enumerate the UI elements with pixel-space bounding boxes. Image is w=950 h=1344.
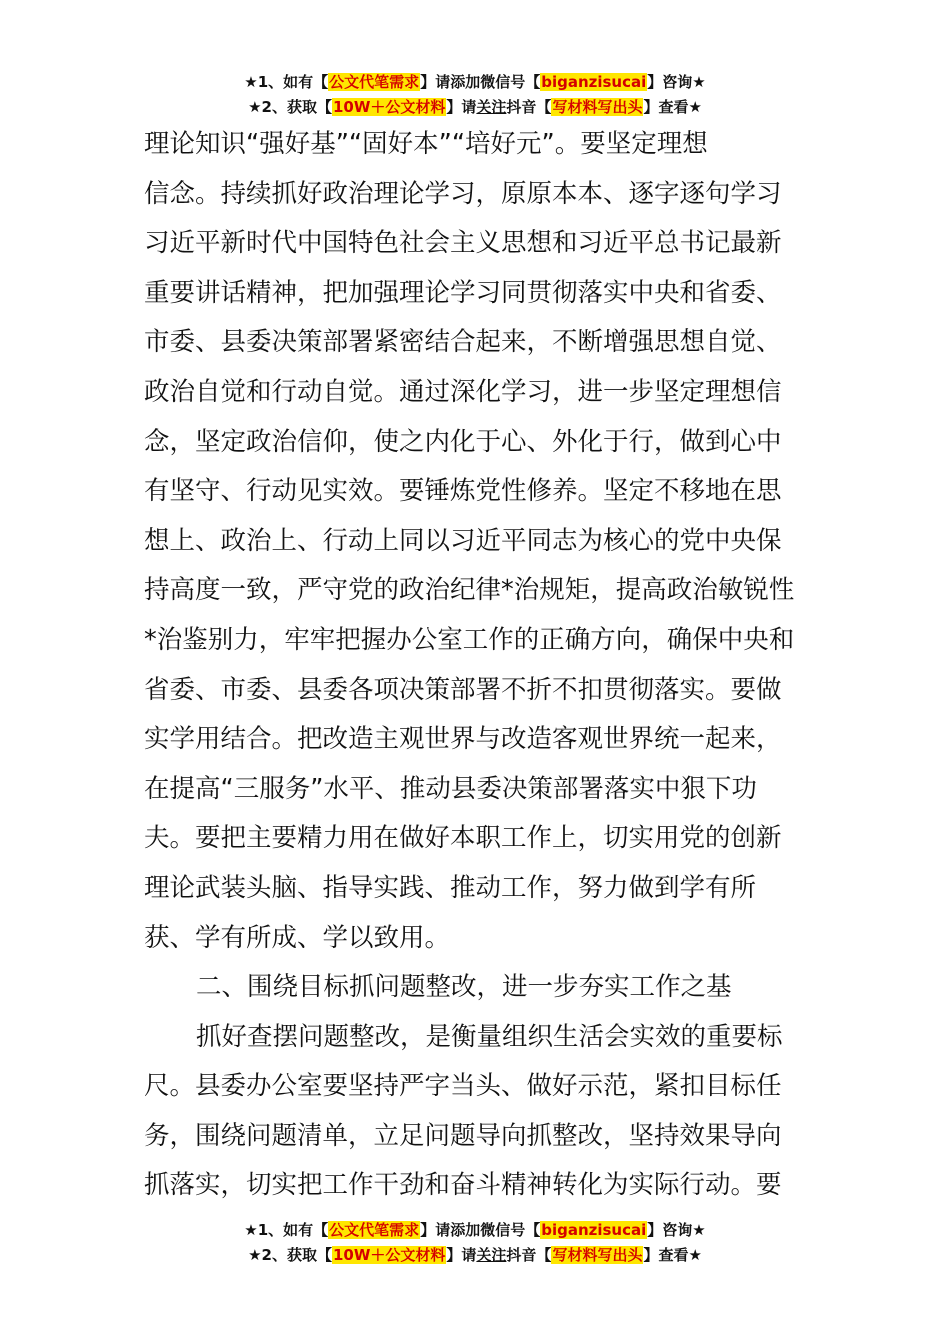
- body-line: 获、学有所成、学以致用。: [144, 922, 451, 953]
- body-line: *治鉴别力，牢牢把握办公室工作的正确方向，确保中央和: [144, 624, 795, 655]
- body-line: 抓好查摆问题整改，是衡量组织生活会实效的重要标: [196, 1021, 783, 1052]
- header-text: 】查看★: [643, 98, 702, 116]
- body-line: 理论武装头脑、指导实践、推动工作，努力做到学有所: [144, 872, 757, 903]
- body-line: 想上、政治上、行动上同以习近平同志为核心的党中央保: [144, 525, 782, 556]
- star-icon: ★: [244, 73, 258, 91]
- footer-banner: [0, 1218, 950, 1268]
- header-row-2: [0, 95, 950, 120]
- body-line: 尺。县委办公室要坚持严字当头、做好示范，紧扣目标任: [144, 1071, 782, 1102]
- footer-row-1: [0, 1218, 950, 1243]
- body-line: 念，坚定政治信仰，使之内化于心、外化于行，做到心中: [144, 426, 782, 457]
- highlight-text: 公文代笔需求: [329, 1221, 420, 1239]
- body-line: 习近平新时代中国特色社会主义思想和习近平总书记最新: [144, 228, 782, 259]
- douyin-account: 写材料写出头: [552, 98, 643, 116]
- underlined-text: 关注: [476, 98, 507, 116]
- star-icon: ★: [248, 98, 262, 116]
- highlight-text: 公文代笔需求: [329, 73, 420, 91]
- body-line: 实学用结合。把改造主观世界与改造客观世界统一起来，: [144, 724, 782, 755]
- header-row-1: [0, 70, 950, 95]
- body-line: 持高度一致，严守党的政治纪律*治规矩，提高政治敏锐性: [144, 575, 795, 606]
- footer-text: 1、如有【: [257, 1221, 329, 1239]
- wechat-id: biganzisucai: [541, 1221, 647, 1239]
- header-text: 】请: [446, 98, 477, 116]
- header-text: 2、获取【: [261, 98, 332, 116]
- body-line: 市委、县委决策部署紧密结合起来，不断增强思想自觉、: [144, 327, 782, 358]
- header-text: 】咨询★: [647, 73, 706, 91]
- highlight-text: 10W＋公文材料: [332, 98, 446, 116]
- wechat-id: biganzisucai: [541, 73, 647, 91]
- section-heading: 二、围绕目标抓问题整改，进一步夯实工作之基: [196, 972, 732, 1003]
- header-text: 】请添加微信号【: [420, 73, 541, 91]
- footer-text: 】请添加微信号【: [420, 1221, 541, 1239]
- header-text: 1、如有【: [257, 73, 329, 91]
- footer-text: 抖音【: [506, 1246, 552, 1264]
- body-line: 在提高“三服务”水平、推动县委决策部署落实中狠下功: [144, 773, 757, 804]
- footer-text: 】查看★: [643, 1246, 702, 1264]
- body-line: 抓落实，切实把工作干劲和奋斗精神转化为实际行动。要: [144, 1170, 782, 1201]
- body-line: 理论知识“强好基”“固好本”“培好元”。要坚定理想: [144, 129, 708, 159]
- header-banner: [0, 70, 950, 120]
- body-line: 省委、市委、县委各项决策部署不折不扣贯彻落实。要做: [144, 674, 782, 705]
- douyin-account: 写材料写出头: [552, 1246, 643, 1264]
- body-line: 信念。持续抓好政治理论学习，原原本本、逐字逐句学习: [144, 178, 782, 209]
- body-line: 有坚守、行动见实效。要锤炼党性修养。坚定不移地在思: [144, 476, 782, 507]
- header-text: 抖音【: [506, 98, 552, 116]
- document-body: [144, 120, 808, 1211]
- footer-row-2: [0, 1243, 950, 1268]
- footer-text: 】咨询★: [647, 1221, 706, 1239]
- footer-text: 2、获取【: [261, 1246, 332, 1264]
- body-line: 重要讲话精神，把加强理论学习同贯彻落实中央和省委、: [144, 277, 782, 308]
- body-line: 夫。要把主要精力用在做好本职工作上，切实用党的创新: [144, 823, 782, 854]
- underlined-text: 关注: [476, 1246, 507, 1264]
- star-icon: ★: [248, 1246, 262, 1264]
- highlight-text: 10W＋公文材料: [332, 1246, 446, 1264]
- footer-text: 】请: [446, 1246, 477, 1264]
- body-line: 务，围绕问题清单，立足问题导向抓整改，坚持效果导向: [144, 1120, 782, 1151]
- body-line: 政治自觉和行动自觉。通过深化学习，进一步坚定理想信: [144, 376, 782, 407]
- star-icon: ★: [244, 1221, 258, 1239]
